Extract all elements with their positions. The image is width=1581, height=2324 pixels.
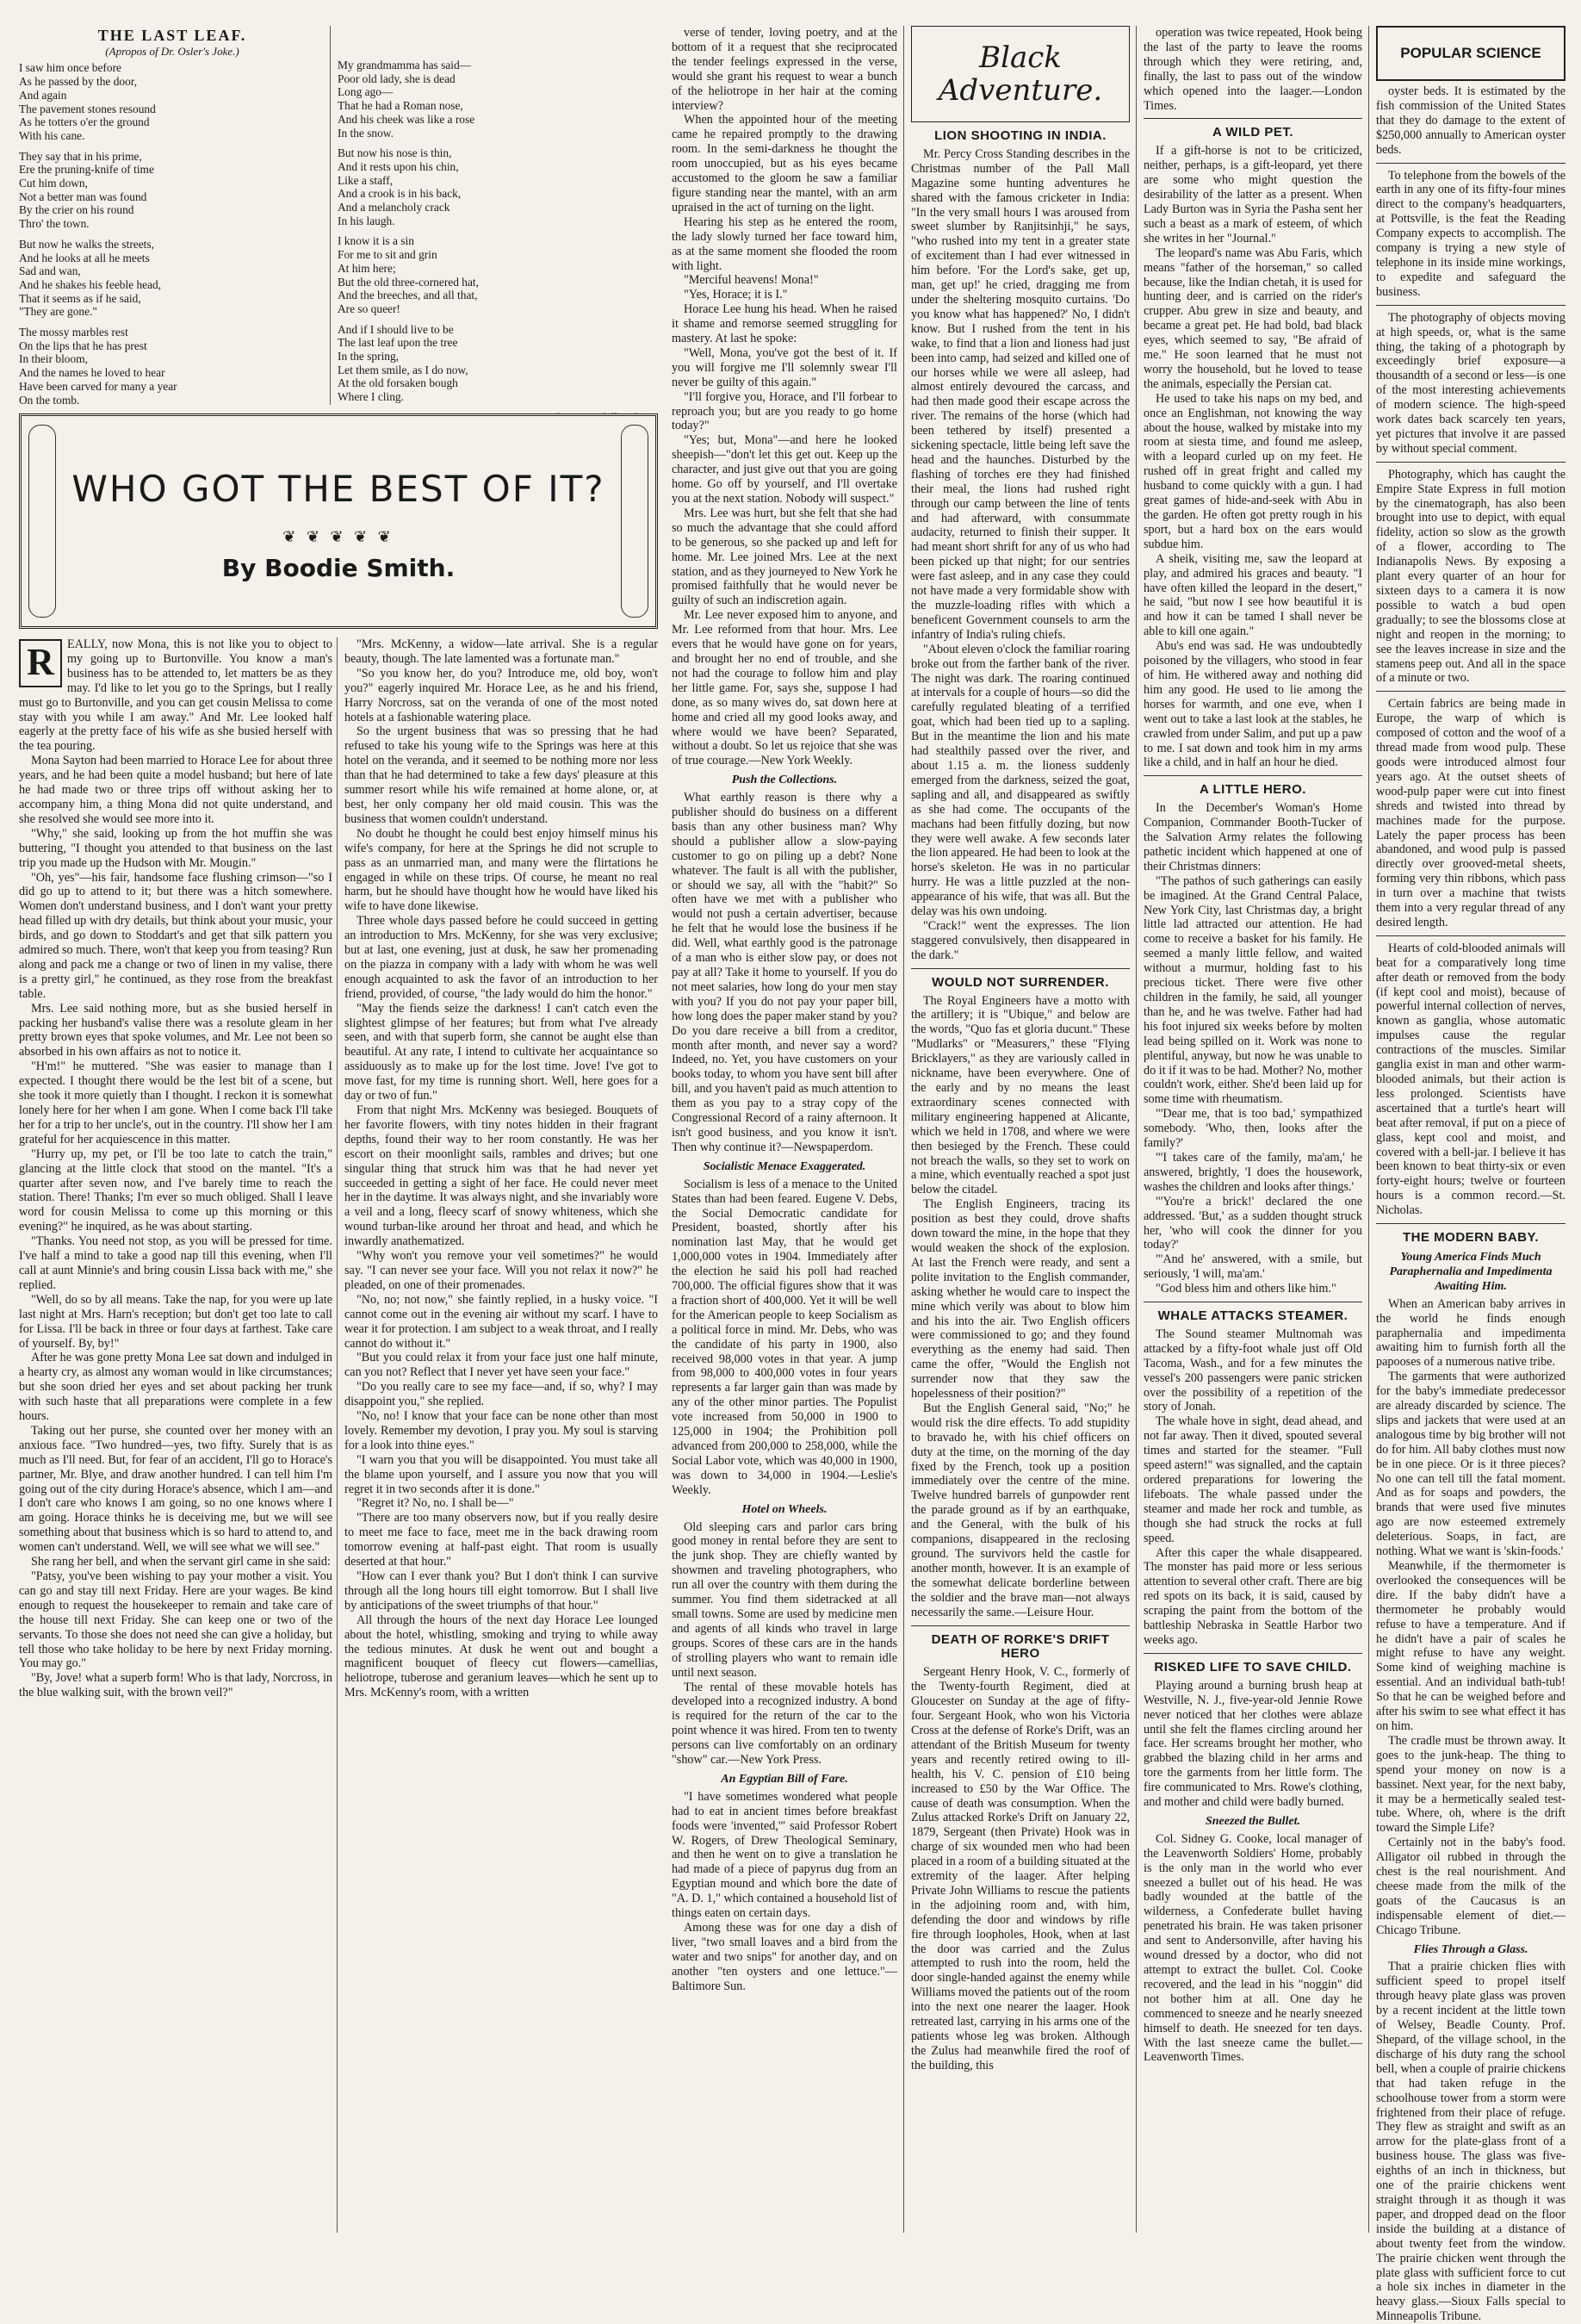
story-paragraph: No doubt he thought he could best enjoy himself minus his wife's company, for here at the Springs he did not scruple to pass as an unmarried man, and many were the flirtations he engaged in while on these trips. Of course, he meant no real harm, but he should have thought how he would have liked his wife to have done likewise. (344, 826, 658, 914)
divider (1144, 1653, 1362, 1654)
paragraph: To telephone from the bowels of the earth in any one of its fifty-four mines direct to the company's headquarters, at Pottsville, is the feat the Reading Company expects to accomplish. The company is trying a new style of telephone in its inside mine workings, to expedite and safeguard the business. (1376, 168, 1566, 299)
story-paragraph: Three whole days passed before he could succeed in getting an introduction to Mrs. McKenny, for she was very exclusive; but at last, one evening, just at dusk, he saw her promenading on the piazza in company with a lady with whom he was well enough acquainted to ask the favor of an introduction to her friend, provided, of course, "the lady would do him the honor." (344, 914, 658, 1001)
column-3 (672, 26, 897, 2233)
divider (1376, 462, 1566, 463)
fleuron-row-icon: ❦ ❦ ❦ ❦ ❦ (282, 528, 394, 545)
story-paragraph: "Why won't you remove your veil sometimes?" he would say. "I can never see your face. Will you not relax it now?" he pleaded, on one of their promenades. (344, 1249, 658, 1292)
paragraph: Certain fabrics are being made in Europe, the warp of which is composed of cotton and the woof of a thread made from wood pulp. These goods were introduced almost four years ago. At the outset sheets of wood-pulp paper were cut into finest shreds and twisted into thread by machines made for the purpose. Lately the paper process has been abandoned, and wood pulp is passed directly over grooved-metal sheets, forming very thin ribbons, which pass in turn over a machine that twists them into a very regular thread of any desired length. (1376, 697, 1566, 929)
paragraph: Playing around a burning brush heap at Westville, N. J., five-year-old Jennie Rowe never noticed that her clothes were ablaze until she felt the flames circling around her face. Her screams brought her mother, who grabbed the blazing child in her arms and tore the garments from her little form. The fire communicated to Mrs. Rowe's clothing, and mother and child were badly burned. (1144, 1678, 1362, 1810)
section-heading: Flies Through a Glass. (1413, 1942, 1528, 1956)
poem-subtitle: (Apropos of Dr. Osler's Joke.) (105, 44, 239, 58)
section-heading: A WILD PET. (1212, 125, 1294, 140)
poem-stanza: My grandmamma has said— Poor old lady, she is dead Long ago— That he had a Roman nose, And his cheek was like a rose In the snow. (338, 59, 475, 140)
divider (1144, 118, 1362, 119)
story-paragraph: Mona Sayton had been married to Horace Lee for about three years, and he had been quite a model husband; but here of late he had made two or three trips off without asking her to accompany him, a thing Mona did not quite understand, and she resolved she would see more into it. (19, 754, 332, 826)
section-heading: DEATH OF RORKE'S DRIFT HERO (931, 1631, 1110, 1662)
story-title: WHO GOT THE BEST OF IT? (71, 468, 605, 510)
story-paragraph: "No, no! I know that your face can be none other than most lovely. Remember my devotion, I pray you. My soul is starving for a look into thine eyes." (344, 1409, 658, 1452)
poem-stanza: I know it is a sin For me to sit and grin At him here; But the old three-cornered hat, And the breeches, and all that, Are so queer! (338, 234, 479, 315)
poem-stanza: I saw him once before As he passed by the door, And again The pavement stones resound As he totters o'er the ground With his cane. (19, 61, 156, 142)
paragraph: The leopard's name was Abu Faris, which means "father of the horseman," so called because, like the Indian chetah, it is used for hunting deer, and is carried on the rider's crupper. Abu grew in size and beauty, and became a great pet. He had bold, bad black eyes, which seemed to say, "Be afraid of me." He soon learned that he must not worry the household, but he loved to tease the animals, especially the Persian cat. (1144, 245, 1362, 391)
paragraph: "God bless him and others like him." (1156, 1282, 1336, 1296)
section-heading: A LITTLE HERO. (1200, 782, 1306, 798)
paragraph: "The pathos of such gatherings can easily be imagined. At the Grand Central Palace, New York City, last Christmas day, a bright little lad attracted our attention. He had come to receive a basket for his family. He seemed a manly little fellow, and waited without a murmur, holding fast to his precious ticket. There were five other children in the family, he said, all younger than he, and he was twelve. Father had had his foot injured six weeks before by molten lead being spilled on it. Work was none to plentiful, anyway, but now he was unable to do it if it was to be had. Mother? No, mother couldn't work, either. She'd been laid up for some time with rheumatism. (1144, 873, 1362, 1107)
poem-stanza: But now his nose is thin, And it rests upon his chin, Like a staff, And a crook is in his back, And a melancholy crack In his laugh. (338, 146, 462, 227)
logo-line-2: Adventure. (938, 73, 1103, 108)
story-paragraph: "Do you really care to see my face—and, if so, why? I may disappoint you," she replied. (344, 1380, 658, 1409)
paragraph: Old sleeping cars and parlor cars bring good money in rental before they are sent to the junk shop. They are chiefly wanted by showmen and traveling photographers, who run all over the country with them during the summer. You find them sidetracked at all small towns. Some are used by medicine men and agents of all kinds who travel in large groups. Scores of these cars are in the hands of strolling players who want to remain idle until next season. (672, 1519, 897, 1680)
scroll-ornament-left (28, 425, 56, 618)
story-paragraph: "Oh, yes"—his fair, handsome face flushing crimson—"so I did go up to attend to it; but there was a hitch somewhere. Women don't understand business, and I don't want your pretty head filled up with dry details, but think about your music, your birds, and go down to Stoddart's and get that silk pattern you admired so much. There, won't that keep you from teasing? Run along and pack me a change or two of linen in my valise, there is a pretty girl," he continued, as they rose from the breakfast table. (19, 870, 332, 1001)
column-5 (1144, 26, 1362, 2233)
paragraph: The English Engineers, tracing its position as best they could, drove shafts down toward the mine, in the hope that they would weaken the shock of the explosion. At last the French were ready, and sent a polite invitation to the English commander, asking whether he would care to inspect the mine which verily was about to blow him and his into the air. Two English officers were commissioned to go; and they found everything as the enemy had said. Then came the offer, "Would the English not surrender now that they saw the hopelessness of their position?" (911, 1197, 1130, 1401)
paragraph: "Yes; but, Mona"—and here he looked sheepish—"don't let this get out. Keep up the character, and just give out that you are going home. Go off by yourself, and I'll overtake you at the next station. Nobody will suspect." (672, 433, 897, 506)
paragraph: A sheik, visiting me, saw the leopard at play, and admired his graces and beauty. "I have often killed the leopard in the desert," he said, "but now I see how beautiful it is and how it can be tamed I shall never be able to kill one again." (1144, 551, 1362, 639)
paragraph: If a gift-horse is not to be criticized, neither, perhaps, is a gift-leopard, yet there are some who might question the desirability of the latter as a present. When Lady Burton was in Syria the Pasha sent her such a beast as a mark of esteem, of which she writes in her "Journal." (1144, 144, 1362, 245)
divider (1144, 775, 1362, 776)
section-heading: Push the Collections. (731, 774, 838, 787)
story-paragraph: "So you know her, do you? Introduce me, old boy, won't you?" eagerly inquired Mr. Horace Lee, as he and his friend, Harry Norcross, sat on the veranda of one of the most noted hotels at a fashionable watering place. (344, 666, 658, 724)
poem-last-leaf-cont (338, 26, 658, 425)
story-paragraph: "Hurry up, my pet, or I'll be too late to catch the train," glancing at the little clock that stood on the mantel. "It's a quarter after seven now, and I've barely time to reach the station. There! Thanks; I'm ever so much obliged. Shall I leave word for cousin Melissa to come up this morning or this evening?" he inquired, as he was about starting. (19, 1146, 332, 1234)
column-4 (911, 26, 1130, 2233)
story-paragraph: "May the fiends seize the darkness! I can't catch even the slightest glimpse of her features; but from what I've already seen, and with that superb form, she cannot be aught else than beautiful. At any rate, I intend to cultivate her acquaintance so assiduously as to make up for the lost time. Jove! I've got to move fast, for my time is running short. Well, here goes for a day or two of fun." (344, 1001, 658, 1103)
paragraph: The rental of these movable hotels has developed into a recognized industry. A bond is required for the return of the car to the point whence it was hired. From ten to twenty persons can live comfortably on an ordinary "show" car.—New York Press. (672, 1680, 897, 1768)
paragraph: Among these was for one day a dish of liver, "two small loaves and a bird from the water and two snips" for another day, and on another "ten oysters and one lettuce."—Baltimore Sun. (672, 1921, 897, 1993)
story-paragraph: "There are too many observers now, but if you really desire to meet me face to face, meet me in the back drawing room tomorrow evening at half-past eight. That room is usually deserted at that hour." (344, 1511, 658, 1569)
poem-stanza: The mossy marbles rest On the lips that he has prest In their bloom, And the names he loved to hear Have been carved for many a year On the tomb. (19, 326, 177, 407)
section-heading: Sneezed the Bullet. (1205, 1814, 1301, 1828)
section-heading: An Egyptian Bill of Fare. (721, 1772, 848, 1786)
story-paragraph: "Mrs. McKenny, a widow—late arrival. She is a regular beauty, though. The late lamented was a fortunate man." (344, 637, 658, 666)
paragraph: Mrs. Lee was hurt, but she felt that she had so much the advantage that she could afford to be generous, so she packed up and left for home. Mr. Lee joined Mrs. Lee at the next station, and as they journeyed to New York he promised faithfully that he would never be guilty of such an indiscretion again. (672, 506, 897, 608)
paragraph: Horace Lee hung his head. When he raised it shame and remorse seemed struggling for mastery. At last he spoke: (672, 302, 897, 346)
paragraph: That a prairie chicken flies with sufficient speed to propel itself through heavy plate glass was proven by a recent incident at the little town of Welsey, Beadle County. Prof. Shepard, of the village school, in the discharge of his duty rang the school bell, when a couple of prairie chickens that had taken refuge in the schoolhouse tower from a storm were frightened from their place of refuge. They flew as straight and swift as an arrow for the plate-glass front of a business house. The glass was five-eighths of an inch in thickness, but one of the prairie chickens went straight through it as though it was paper, and dropped dead on the floor inside the building at a distance of about twenty feet from the window. The prairie chicken went through the plate glass with sufficient force to cut a hole six inches in diameter in the heavy glass.—Sioux Falls special to Minneapolis Tribune. (1376, 1960, 1566, 2324)
popular-science-title: POPULAR SCIENCE (1400, 44, 1541, 61)
paragraph: "'I takes care of the family, ma'am,' he answered, brightly, 'I does the housework, washes the children and looks after things.' (1144, 1150, 1362, 1194)
story-paragraph: After he was gone pretty Mona Lee sat down and indulged in a hearty cry, as almost any woman would in like circumstances; but she soon dried her eyes and set about packing her trunk with such haste that all preparations were complete in a few hours. (19, 1351, 332, 1424)
column-6 (1376, 26, 1566, 2324)
paragraph: Mr. Percy Cross Standing describes in the Christmas number of the Pall Mall Magazine some hunting adventures he shared with the famous cricketer in India: "In the very small hours I was aroused from sweet slumber by Ranjitsinhji," he says, "who rushed into my tent in a greater state of excitement than I had ever witnessed in him before. 'For the Lord's sake, get up, man, get up!' he cried, dragging me from under the sheltering mosquito curtains. 'Do you know what has happened?' No, I didn't know. But I rushed from the tent in his wake, to find that a lion and lioness had just been into camp, had seized and killed one of our horses while we were all asleep, had almost entirely devoured the carcass, and had then made good their escape across the river. The remains of the horse (which had been tethered by itself) presented a sickening spectacle, little being left save the head and the haunches. Disturbed by the flashing of torches ere they had finished their meal, the lions had rushed right through our camp between the line of tents and had afterward, with consummate audacity, returned to finish their supper. It had meant short shrift for any of us who had been picked up that night; for our sentries were fast asleep, and in any case they could not have made a very formidable show with the muzzle-loading rifles with which a beneficent Government counsels to arm the infantry of India's ruling chiefs. (911, 146, 1130, 642)
paragraph: "Crack!" went the expresses. The lion staggered convulsively, then disappeared in the dark." (911, 918, 1130, 962)
black-adventure-logo (911, 26, 1130, 122)
paragraph: When an American baby arrives in the world he finds enough paraphernalia and impedimenta awaiting him to furnish forth all the papooses of a numerous native tribe. (1376, 1296, 1566, 1370)
poem-stanza: They say that in his prime, Ere the pruning-knife of time Cut him down, Not a better man was found By the crier on his round Thro' the town. (19, 149, 154, 231)
logo-line-1: Black (979, 40, 1062, 75)
paragraph: operation was twice repeated, Hook being the last of the party to leave the rooms through which they were retiring, and, finally, the last to pass out of the window which opened into the laager.—London Times. (1144, 26, 1362, 113)
paragraph: "About eleven o'clock the familiar roaring broke out from the farther bank of the river. The night was dark. The roaring continued at intervals for a couple of hours—so did the carefully regulated bleating of a terrified goat, which had been tied up to a sapling. But in the meantime the lion and his mate had stealthily passed over the river, and about 1.15 a. m. the lioness suddenly emerged from the darkness, seized the goat, sapling and all, and disappeared as swiftly as she had come. The occupants of the machans had been fitfully dozing, but now they were well awake. A few seconds later the lion appeared. He had been to look at the horse's skeleton. He was in no particular hurry. He was a little puzzled at the non-appearance of his wife, that was all. But the delay was his own undoing. (911, 642, 1130, 919)
paragraph: Sergeant Henry Hook, V. C., formerly of the Twenty-fourth Regiment, died at Gloucester on Sunday at the age of fifty-four. Sergeant Hook, who won his Victoria Cross at the defense of Rorke's Drift, was an attendant of the British Museum for twenty years and recently retired owing to ill-health, his V. C. pension of £10 being increased to £50 by the War Office. The cause of death was consumption. When the Zulus attacked Rorke's Drift on January 22, 1879, Sergeant (then Private) Hook was in charge of six wounded men who had been placed in a room of a building situated at the extremity of the laager. After helping Private John Williams to rescue the patients in the adjoining room and, with him, defending the door and windows by rifle fire through loopholes, Hook, when at last the door was carried and the Zulus attempted to rush into the room, held the door single-handed against the enemy while Williams moved the patients out of the room into the next one nearer the laager. Hook retreated last, carrying in his arms one of the patients whose leg was broken. Although the Zulus had meanwhile fired the roof of the building, this (911, 1665, 1130, 2072)
story-paragraph: Mrs. Lee said nothing more, but as she busied herself in packing her husband's valise there was a resolute gleam in her pretty brown eyes that spoke volumes, and Mr. Lee not been so absorbed in his own affairs as not to notice it. (19, 1001, 332, 1059)
paragraph: Socialism is less of a menace to the United States than had been feared. Eugene V. Debs, the Social Democratic candidate for President, boasted, shortly after his nomination last May, that he would get 1,000,000 votes in 1904. Immediately after the election he said his poll had reached 700,000. The official figures show that it was a fraction short of 400,000. Yet it will be well for the American people to keep Socialism as a political force in mind. Mr. Debs, who was the candidate of his party in 1900, also received 98,000 votes in that year. A jump from 98,000 to 400,000 votes in four years represents a far larger gain than was made by any of the other minor parties. The Populist vote increased from 50,000 in 1900 to 125,000 in 1904; the Prohibition poll advanced from 200,000 to 258,000, while the Social Labor vote, which was 40,000 in 1900, was down to 34,000 in 1904.—Leslie's Weekly. (672, 1177, 897, 1497)
section-heading: RISKED LIFE TO SAVE CHILD. (1154, 1659, 1352, 1675)
paragraph: "Merciful heavens! Mona!" (684, 273, 819, 288)
paragraph: The whale hove in sight, dead ahead, and not far away. Then it dived, spouted several times and started for the steamer. "Full speed astern!" was signalled, and the captain ordered preparations for lowering the lifeboats. The whale passed under the steamer and made her rock and tumble, as though she had struck the rocks at full speed. (1144, 1414, 1362, 1545)
story-paragraph: All through the hours of the next day Horace Lee lounged about the hotel, whistling, smoking and trying to while away the tedious minutes. At dusk he went out and bought a magnificent bouquet of fleecy cut flowers—camellias, heliotrope, tuberose and geranium leaves—which he sent up to Mrs. McKenny's room, with a written (344, 1613, 658, 1700)
story-paragraph: "Regret it? No, no. I shall be—" (356, 1496, 514, 1511)
story-paragraph: So the urgent business that was so pressing that he had refused to take his young wife to the Springs was here at this hotel on the veranda, and it seemed to be nothing more nor less than that he had determined to take a few days' pleasure at this summer resort while his wife remained at home alone, or, at best, her only company her old maid cousin. This was the business that women couldn't understand. (344, 724, 658, 826)
paragraph: Hearts of cold-blooded animals will beat for a comparatively long time after death or removed from the body (if kept cool and moist), because of powerful internal collection of nerves, known as ganglia, whose automatic impulses cause the regular contractions of the muscles. Similar ganglia exist in man and other warm-blooded animals, but their action is less prolonged. Scientists have ascertained that a turtle's heart will beat after removal, if put on a piece of glass, kept cool and moist, and covered with a bell-jar. I believe it has been known to beat thirty-six or even forty-eight hours; twelve or fourteen hours is a common record.—St. Nicholas. (1376, 941, 1566, 1218)
paragraph: "'And he' answered, with a smile, but seriously, 'I will, ma'am.' (1144, 1252, 1362, 1282)
poem-stanza: But now he walks the streets, And he looks at all he meets Sad and wan, And he shakes his feeble head, That it seems as if he said, "They are gone." (19, 237, 162, 319)
paragraph: The garments that were authorized for the baby's immediate predecessor are already discarded by science. The slips and jackets that were used at an analogous time by big brother will not do for him. All baby clothes must now be in one piece. Or is it three pieces? No one can tell till the fatal moment. And as for soaps and powders, the brands that were used five minutes ago are now esteemed extremely deleterious. Soaps, in fact, are nothing. What we want is 'skin-foods.' (1376, 1370, 1566, 1559)
paragraph: What earthly reason is there why a publisher should do business on a different basis than any other business man? Why should a publisher allow a slow-paying customer to go on piling up a debt? None whatever. The fault is all with the publisher, or should we say, all with the "habit?" So often have we met with a publisher who would not push a certain advertiser, because he felt that he would lose the business if he did. Well, what earthly good is the patronage of a man who is either slow pay, or does not pay at all? Take it home to yourself. If you do not meet salaries, how long do your men stay with you? If you do not pay your paper bill, how long does the paper maker stand by you? Do you dare receive a bill from a creditor, month after month, and never say a word? Indeed, no. Yet, you have customers on your books today, to whom you have sent bill after bill, and you haven't paid as much attention to them as you pay to a stray copy of the Congressional Record of a rainy afternoon. It isn't good business, and you know it isn't. Then why continue it?—Newspaperdom. (672, 791, 897, 1154)
story-paragraph: "How can I ever thank you? But I don't think I can survive through all the long hours till eight tomorrow. But I shall live by anticipations of the sweet triumphs of that hour." (344, 1569, 658, 1613)
divider (1376, 691, 1566, 692)
divider (1376, 163, 1566, 164)
story-title-banner (19, 413, 658, 629)
paragraph: "I have sometimes wondered what people had to eat in ancient times before breakfast foods were 'invented,'" said Professor Robert W. Rogers, of Drew Theological Seminary, and then he went on to give a translation he had made of a piece of papyrus dug from an Egyptian mound and which bore the date of "A. D. 1," which contained a household list of things eaten on certain days. (672, 1789, 897, 1921)
paragraph: Photography, which has caught the Empire State Express in full motion by the cinematograph, has also been brought into use to depict, with equal fidelity, action so slow as the growth of a flower, according to The Indianapolis News. By exposing a plant every quarter of an hour for sixteen days to a camera it is now possible to watch a bud open gradually; to see the blossoms close at night and reopen in the morning; to see the leaves increase in size and the stamens peep out. And all in the space of a minute or two. (1376, 467, 1566, 686)
story-paragraph: "Thanks. You need not stop, as you will be pressed for time. I've half a mind to take a good nap till this evening, when I'll call at aunt Minnie's and bring cousin Lissa back with me," she replied. (19, 1234, 332, 1292)
popular-science-header (1376, 26, 1566, 81)
section-heading: THE MODERN BABY. (1402, 1230, 1539, 1246)
story-column-a (19, 637, 332, 2233)
section-subheading: Young America Finds Much Paraphernalia and Impedimenta Awaiting Him. (1389, 1250, 1553, 1293)
paragraph: The photography of objects moving at high speeds, or, what is the same thing, the taking of a photograph by exceedingly brief exposure—a thousandth of a second or less—is one of the most interesting achievements of modern science. The high-speed work dates back scarcely ten years, yet pictures that involve it are passed by without special comment. (1376, 310, 1566, 456)
section-heading: WOULD NOT SURRENDER. (932, 974, 1109, 990)
story-paragraph: "But you could relax it from your face just one half minute, can you not? Reflect that I never yet have seen your face." (344, 1351, 658, 1380)
section-heading: WHALE ATTACKS STEAMER. (1157, 1308, 1348, 1324)
paragraph: Col. Sidney G. Cooke, local manager of the Leavenworth Soldiers' Home, probably is the only man in the world who ever sneezed a bullet out of his head. He was badly wounded at the battle of the wilderness, a Confederate bullet having penetrated his brain. He was taken prisoner and sent to Andersonville, after having his wound dressed by a doctor, who did not attempt to extract the bullet. Col. Cooke recovered, and the lead in his "noggin" did not bother him at all. One day he commenced to sneeze and he nearly sneezed himself to death. He sneezed for ten days. With the last sneeze came the bullet.—Leavenworth Times. (1144, 1831, 1362, 2065)
paragraph: Hearing his step as he entered the room, the lady slowly turned her face toward him, as at the same moment she flooded the room with light. (672, 214, 897, 273)
poem-title: THE LAST LEAF. (97, 27, 247, 44)
section-heading: LION SHOOTING IN INDIA. (934, 128, 1107, 143)
story-paragraph: "H'm!" he muttered. "She was easier to manage than I expected. I thought there would be the lest bit of a scene, but she took it more quietly than I thought. I reckon it is somewhat lonely here for her when I am gone. When I come back I'll take her for a trip to her uncle's, out in the country. I'll show her I am grateful for her acquiescence in this matter. (19, 1059, 332, 1146)
paragraph: Certainly not in the baby's food. Alligator oil rubbed in through the chest is the real nourishment. And cheese made from the milk of the goats of the Caucasus is an indispensable element of diet.—Chicago Tribune. (1376, 1836, 1566, 1937)
poem-stanza: And if I should live to be The last leaf upon the tree In the spring, Let them smile, as I do now, At the old forsaken bough Where I cling. (338, 322, 468, 404)
story-paragraph: "Well, do so by all means. Take the nap, for you were up late last night at Mrs. Harn's reception; but don't get too late to call for Lissa. I'll be back in three or four days at farthest. Take care of yourself. By, by!" (19, 1292, 332, 1351)
paragraph: "Yes, Horace; it is I." (684, 288, 788, 302)
paragraph: When the appointed hour of the meeting came he repaired promptly to the drawing room. In the semi-darkness he thought the room unoccupied, but as his eyes became accustomed to the gloom he saw a familiar figure standing near the mantel, with an arm upraised in the act of turning on the light. (672, 113, 897, 214)
paragraph: "'You're a brick!' declared the one addressed. 'But,' as a sudden thought struck her, 'who will cook the dinner for you today?' (1144, 1194, 1362, 1252)
paragraph: The Sound steamer Multnomah was attacked by a fifty-foot whale just off Old Tacoma, Wash., and for a few minutes the vessel's 200 passengers were panic stricken over the possibility of a repetition of the story of Jonah. (1144, 1327, 1362, 1414)
story-byline: By Boodie Smith. (221, 554, 456, 582)
paragraph: The Royal Engineers have a motto with the artillery; it is "Ubique," and below are the words, "Quo fas et gloria ducunt." These "Mudlarks" or "Measurers," these "Flying Bricklayers," as they are variously called in nickname, have been everywhere. One of the early and by no means the least extraordinary scenes connected with military engineering happened at Alicante, which we held in 1708, and where we were then besieged by the French. These could not breach the walls, so they set to work on a mine, which eventually reached a spot just below the citadel. (911, 993, 1130, 1197)
story-paragraph: "I warn you that you will be disappointed. You must take all the blame upon yourself, and I assure you now that you will regret it in two seconds after it is done." (344, 1452, 658, 1496)
divider (1376, 305, 1566, 306)
section-heading: Socialistic Menace Exaggerated. (703, 1159, 866, 1173)
divider (1376, 1223, 1566, 1224)
paragraph: "'Dear me, that is too bad,' sympathized somebody. 'Who, then, looks after the family?' (1144, 1107, 1362, 1151)
paragraph: After this caper the whale disappeared. The monster has paid more or less serious attention to several other craft. There are big red spots on its back, it is said, caused by scraping the paint from the bottom of the battleship Nebraska in Seattle Harbor two weeks ago. (1144, 1545, 1362, 1647)
divider (1376, 935, 1566, 936)
paragraph: oyster beds. It is estimated by the fish commission of the United States that they do damage to the extent of $250,000 annually to American oyster beds. (1376, 84, 1566, 157)
divider (911, 968, 1130, 969)
poem-column-right (338, 26, 658, 405)
poem-last-leaf (19, 29, 326, 407)
paragraph: Abu's end was sad. He was undoubtedly poisoned by the villagers, who stood in fear of him. He withered away and nothing did him any good. He used to lie among the horses for warmth, and one eve, when I went out to take a last look at the stables, he crawled from under Salim, and put up a paw to me. I sat down and took him in my arms like a child, and in half an hour he died. (1144, 639, 1362, 770)
story-paragraph: "Why," she said, looking up from the hot muffin she was buttering, "I thought you attended to that business on the last trip you made up the Hudson with Mr. Mougin." (19, 826, 332, 870)
story-column-b (344, 637, 658, 2233)
story-paragraph: "Patsy, you've been wishing to pay your mother a visit. You can go and stay till next Friday. Here are your wages. Be kind enough to request the housekeeper to remain and take care of the house till next Friday. She can keep one or two of the servants. To those she does not need she can give a holiday, but tell those who take holiday to be here by next Friday morning. You may go." (19, 1569, 332, 1671)
story-paragraph: From that night Mrs. McKenny was besieged. Bouquets of her favorite flowers, with tiny notes hidden in their fragrant depths, found their way to her room constantly. He was her escort on their moonlight sails, rambles and drives; but one singular thing that struck him was that he had never yet succeeded in getting a sight of her face. He could never meet her in the daytime. It was always night, and she invariably wore a veil and a long, fleecy scarf of snowy whiteness, which she wound turban-like around her throat and head, and which he inwardly anathematized. (344, 1103, 658, 1249)
paragraph: Meanwhile, if the thermometer is overlooked the consequences will be dire. If the baby didn't have a thermometer he probably would refuse to have a temperature. And if he didn't have a pair of scales he might refuse to have any weight. Some kind of weighing machine is essential. And an individual bath-tub! So that he can be weighed before and after his swim to see what effect it has on him. (1376, 1559, 1566, 1733)
scroll-ornament-right (621, 425, 648, 618)
story-paragraph: Taking out her purse, she counted over her money with an anxious face. "Two hundred—yes, two fifty. Surely that is as much as I'll need. But, for fear of an accident, I'll go to Horace's partner, Mr. Blye, and draw another hundred. I can tell him I'm going out of the city during Horace's absence, which I am—and I don't care who knows I am going, so no one knows where I am going. Horace thinks he is deceiving me, but we will see something about that business which is so hard to attend to, and women can't understand. Well, we will see what we will see." (19, 1423, 332, 1555)
paragraph: But the English General said, "No;" he would risk the dire effects. To add stupidity to bravado he, with his chief officers on duty at the time, on the morning of the day fixed by the French, took up a position immediately over the centre of the mine. Twelve hundred barrels of gunpowder rent the parade ground as if by an earthquake, and the General, with the bulk of his companions, disappeared in the reclosing ground. The survivors held the castle for another month, however. It is an example of the somewhat delicate borderline between the soldier and the brave man—not always necessarily the same.—Leisure Hour. (911, 1401, 1130, 1619)
paragraph: The cradle must be thrown away. It goes to the junk-heap. The thing to spend your money on now is a bassinet. Next year, for the next baby, it may be a hermetically sealed test-tube. Where, oh, where is the drift toward the Simple Life? (1376, 1733, 1566, 1836)
story-paragraph: She rang her bell, and when the servant girl came in she said: (31, 1555, 331, 1569)
story-paragraph: "By, Jove! what a superb form! Who is that lady, Norcross, in the blue walking suit, with the brown veil?" (19, 1671, 332, 1700)
section-heading: Hotel on Wheels. (741, 1502, 828, 1516)
paragraph: "Well, Mona, you've got the best of it. If you will forgive me I'll solemnly swear I'll never be guilty of this again." (672, 345, 897, 389)
divider (911, 1625, 1130, 1626)
paragraph: verse of tender, loving poetry, and at the bottom of it a request that she reciprocated the tender feelings expressed in the verse, would she grant his request to wear a bunch of the heliotrope in her hair at the coming interview? (672, 26, 897, 113)
paragraph: "I'll forgive you, Horace, and I'll forbear to reproach you; but are you ready to go home today?" (672, 389, 897, 433)
paragraph: Mr. Lee never exposed him to anyone, and Mr. Lee reformed from that hour. Mrs. Lee evers that he would have gone on for years, and brought her no end of trouble, and she not had the courage to follow him and play her little game. For, says she, suppose I had done, as so many wives do, sat down here at home and cried all my good looks away, and where would we have been? Separated, without a doubt. So let us rejoice that she was of true courage.—New York Weekly. (672, 608, 897, 768)
story-paragraph: "No, no; not now," she faintly replied, in a husky voice. "I cannot come out in the evening air without my scarf. I have to wear it for protection. I am subject to a weak throat, and I really cannot do without it." (344, 1292, 658, 1351)
story-paragraph: EALLY, now Mona, this is not like you to object to my going up to Burtonville. You know a man's business has to be attended to, let matters be as they may. I'd like to let you go to the Springs, but I really must go to Burtonville, and you can get cousin Melissa to come stay with you while I am away." And Mr. Lee looked half eagerly at the pretty face of his wife as she busied herself with the tea pouring. (19, 637, 332, 754)
poem-column-left (19, 26, 326, 405)
drop-cap-r: R (19, 639, 62, 687)
paragraph: He used to take his naps on my bed, and once an Englishman, not knowing the way about the house, walked by mistake into my room at siesta time, and found me asleep, with a leopard curled up on my feet. He rushed off in great fright and called my husband to come quickly with a gun. I had great games of hide-and-seek with Abu in the garden. He often got pretty rough in his sport, but a hard box on the ears would subdue him. (1144, 391, 1362, 551)
paragraph: In the December's Woman's Home Companion, Commander Booth-Tucker of the Salvation Army relates the following pathetic incident which happened at one of their Christmas dinners: (1144, 801, 1362, 873)
